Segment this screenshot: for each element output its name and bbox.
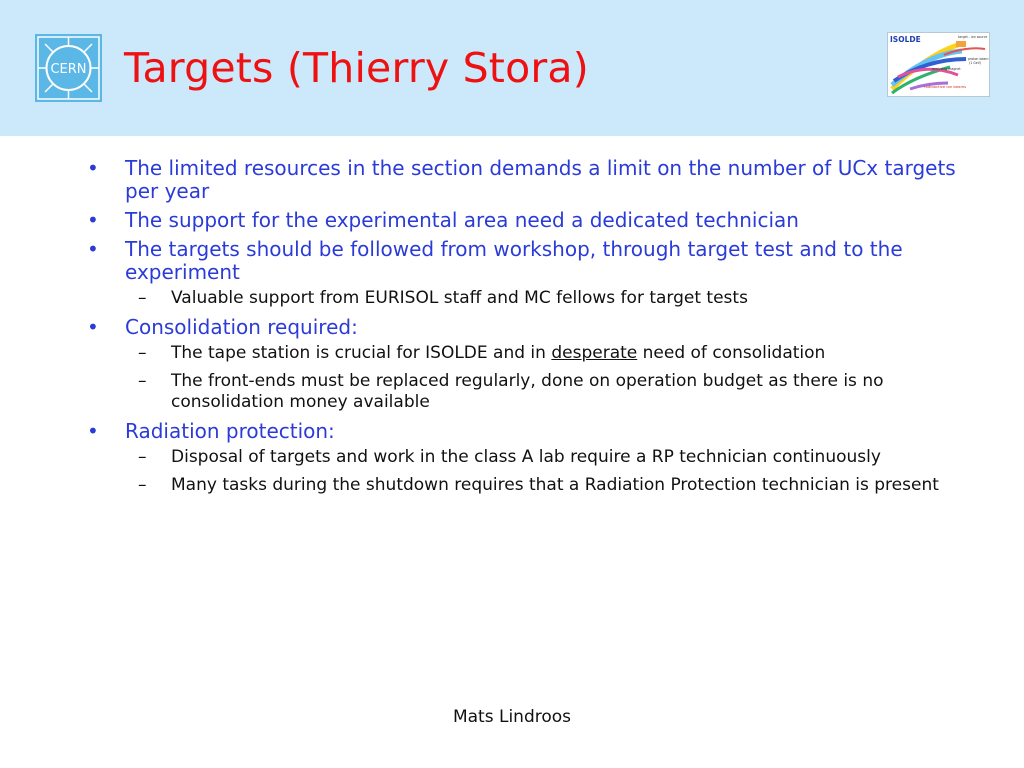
isolde-logo-title: ISOLDE: [890, 35, 921, 44]
isolde-proton-energy-label: (1 GeV): [969, 61, 982, 65]
bullet-text: Consolidation required:: [125, 315, 358, 339]
bullet-text: Radiation protection:: [125, 419, 335, 443]
isolde-proton-label: proton beam: [968, 57, 989, 61]
sub-bullet-list: [125, 288, 965, 309]
bullet-marker: •: [87, 315, 99, 339]
sub-bullet-text-pre: The tape station is crucial for ISOLDE and in: [171, 343, 552, 363]
sub-bullet-text: Valuable support from EURISOL staff and MC fellows for target tests: [171, 288, 748, 308]
footer-author: Mats Lindroos: [452, 707, 572, 727]
isolde-magnet-label: analysing magnet: [932, 67, 961, 71]
sub-bullet-text: The front-ends must be replaced regularly, done on operation budget as there is no consolidation money available: [171, 371, 884, 412]
cern-logo-text: CERN: [50, 62, 87, 77]
isolde-target-label: target - ion source: [958, 35, 988, 39]
bullet-text: The support for the experimental area need a dedicated technician: [125, 208, 799, 232]
sub-bullet-item: [85, 447, 965, 468]
slide-title: Targets (Thierry Stora): [124, 44, 589, 92]
sub-bullet-item: [85, 475, 965, 496]
bullet-marker: •: [87, 237, 99, 261]
sub-bullet-list: [125, 343, 965, 413]
bullet-item: [85, 238, 965, 309]
sub-bullet-text: Many tasks during the shutdown requires that a Radiation Protection technician is present: [171, 475, 939, 495]
dash-marker: –: [138, 288, 147, 308]
dash-marker: –: [138, 475, 147, 495]
bullet-item: [85, 316, 965, 413]
sub-bullet-list: [125, 447, 965, 496]
bullet-list: [85, 157, 965, 496]
sub-bullet-text: Disposal of targets and work in the class A lab require a RP technician continuously: [171, 447, 881, 467]
dash-marker: –: [138, 343, 147, 363]
sub-bullet-item: [85, 288, 965, 309]
isolde-beams-label: radioactive ion beams: [924, 84, 967, 89]
bullet-item: [85, 157, 965, 203]
dash-marker: –: [138, 371, 147, 391]
slide-body: [85, 157, 965, 503]
bullet-text: The targets should be followed from workshop, through target test and to the experiment: [125, 237, 903, 284]
bullet-marker: •: [87, 156, 99, 180]
bullet-marker: •: [87, 419, 99, 443]
cern-logo: [35, 34, 102, 102]
sub-bullet-item: [85, 343, 965, 364]
sub-bullet-text-underlined: desperate: [551, 343, 638, 363]
isolde-logo: [887, 32, 990, 97]
sub-bullet-text-post: need of consolidation: [637, 343, 826, 363]
bullet-item: [85, 420, 965, 496]
bullet-marker: •: [87, 208, 99, 232]
dash-marker: –: [138, 447, 147, 467]
bullet-text: The limited resources in the section demands a limit on the number of UCx targets per year: [125, 156, 956, 203]
bullet-item: [85, 209, 965, 232]
sub-bullet-item: [85, 371, 965, 413]
